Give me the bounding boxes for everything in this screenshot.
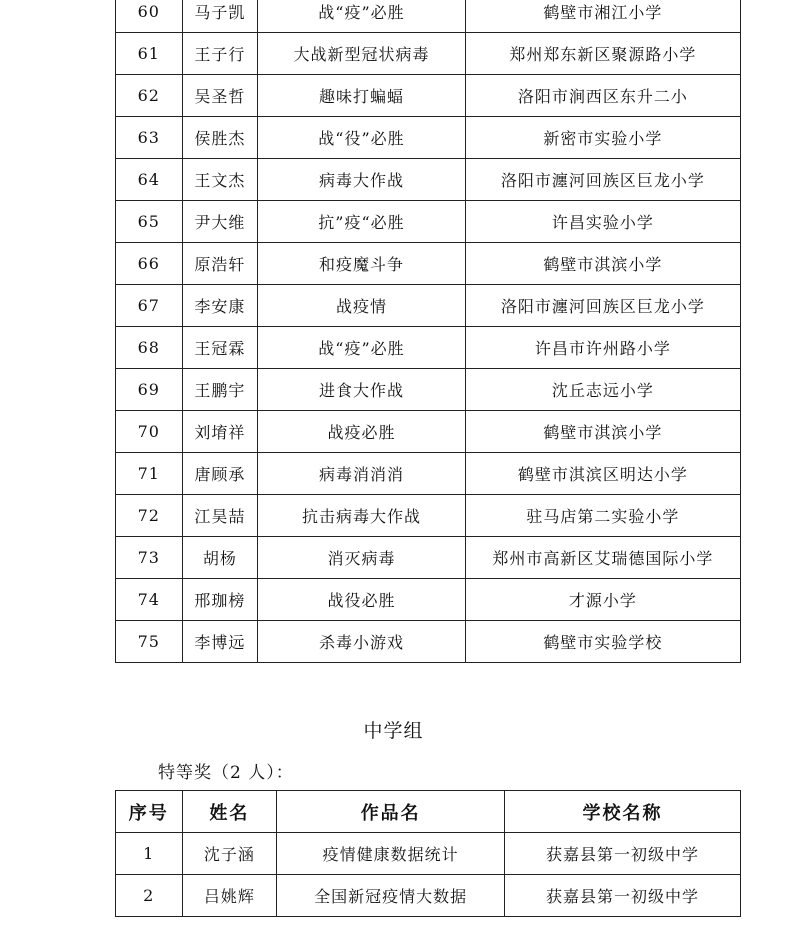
table-row — [116, 833, 741, 875]
award-category-label: 特等奖（2 人）： — [158, 763, 294, 783]
table-row — [116, 875, 741, 917]
school-name: 获嘉县第一初级中学 — [505, 875, 741, 917]
school-name: 沈丘志远小学 — [465, 369, 740, 411]
student-name: 邢珈榜 — [182, 579, 258, 621]
row-number: 62 — [116, 75, 183, 117]
row-number: 60 — [116, 0, 183, 33]
student-name: 沈子涵 — [182, 833, 277, 875]
school-name: 驻马店第二实验小学 — [465, 495, 740, 537]
school-name: 许昌实验小学 — [465, 201, 740, 243]
table-row — [116, 453, 741, 495]
school-name: 才源小学 — [465, 579, 740, 621]
student-name: 王鹏宇 — [182, 369, 258, 411]
student-name: 李博远 — [182, 621, 258, 663]
school-name: 鹤壁市淇滨小学 — [465, 411, 740, 453]
table-row — [116, 33, 741, 75]
row-number: 65 — [116, 201, 183, 243]
work-title: 全国新冠疫情大数据 — [277, 875, 505, 917]
school-name: 洛阳市涧西区东升二小 — [465, 75, 740, 117]
row-number: 67 — [116, 285, 183, 327]
row-number: 69 — [116, 369, 183, 411]
school-name: 新密市实验小学 — [465, 117, 740, 159]
table-row — [116, 327, 741, 369]
primary-school-table — [115, 0, 741, 663]
work-title: 抗击病毒大作战 — [258, 495, 466, 537]
student-name: 尹大维 — [182, 201, 258, 243]
row-number: 71 — [116, 453, 183, 495]
work-title: 消灭病毒 — [258, 537, 466, 579]
student-name: 吴圣哲 — [182, 75, 258, 117]
student-name: 马子凯 — [182, 0, 258, 33]
row-number: 66 — [116, 243, 183, 285]
table-row — [116, 537, 741, 579]
row-number: 68 — [116, 327, 183, 369]
student-name: 王文杰 — [182, 159, 258, 201]
work-title: 疫情健康数据统计 — [277, 833, 505, 875]
table-row — [116, 75, 741, 117]
student-name: 江昊喆 — [182, 495, 258, 537]
table-row — [116, 243, 741, 285]
work-title: 进食大作战 — [258, 369, 466, 411]
student-name: 刘堉祥 — [182, 411, 258, 453]
student-name: 胡杨 — [182, 537, 258, 579]
header-row — [116, 791, 741, 833]
row-number: 72 — [116, 495, 183, 537]
header-work: 作品名 — [277, 791, 505, 833]
header-school: 学校名称 — [505, 791, 741, 833]
table-row — [116, 621, 741, 663]
school-name: 郑州郑东新区聚源路小学 — [465, 33, 740, 75]
table-row — [116, 285, 741, 327]
row-number: 2 — [116, 875, 183, 917]
student-name: 侯胜杰 — [182, 117, 258, 159]
work-title: 战疫必胜 — [258, 411, 466, 453]
section-title: 中学组 — [363, 720, 424, 742]
row-number: 64 — [116, 159, 183, 201]
school-name: 郑州市高新区艾瑞德国际小学 — [465, 537, 740, 579]
work-title: 战“役”必胜 — [258, 117, 466, 159]
table-row — [116, 495, 741, 537]
row-number: 61 — [116, 33, 183, 75]
school-name: 鹤壁市淇滨区明达小学 — [465, 453, 740, 495]
table-row — [116, 0, 741, 33]
table-row — [116, 201, 741, 243]
school-name: 洛阳市瀍河回族区巨龙小学 — [465, 159, 740, 201]
work-title: 和疫魔斗争 — [258, 243, 466, 285]
table-row — [116, 579, 741, 621]
middle-school-table — [115, 790, 741, 917]
student-name: 吕姚辉 — [182, 875, 277, 917]
table-row — [116, 159, 741, 201]
school-name: 获嘉县第一初级中学 — [505, 833, 741, 875]
work-title: 大战新型冠状病毒 — [258, 33, 466, 75]
student-name: 原浩轩 — [182, 243, 258, 285]
work-title: 趣味打蝙蝠 — [258, 75, 466, 117]
row-number: 74 — [116, 579, 183, 621]
table-row — [116, 411, 741, 453]
school-name: 鹤壁市湘江小学 — [465, 0, 740, 33]
school-name: 洛阳市瀍河回族区巨龙小学 — [465, 285, 740, 327]
table-row — [116, 117, 741, 159]
work-title: 抗”疫“必胜 — [258, 201, 466, 243]
table-header — [116, 791, 741, 833]
primary-school-table-body — [116, 0, 741, 663]
student-name: 唐顾承 — [182, 453, 258, 495]
student-name: 王子行 — [182, 33, 258, 75]
student-name: 李安康 — [182, 285, 258, 327]
work-title: 战疫情 — [258, 285, 466, 327]
row-number: 73 — [116, 537, 183, 579]
school-name: 鹤壁市淇滨小学 — [465, 243, 740, 285]
school-name: 许昌市许州路小学 — [465, 327, 740, 369]
header-number: 序号 — [116, 791, 183, 833]
student-name: 王冠霖 — [182, 327, 258, 369]
table-row — [116, 369, 741, 411]
header-name: 姓名 — [182, 791, 277, 833]
row-number: 70 — [116, 411, 183, 453]
row-number: 1 — [116, 833, 183, 875]
school-name: 鹤壁市实验学校 — [465, 621, 740, 663]
work-title: 病毒消消消 — [258, 453, 466, 495]
row-number: 75 — [116, 621, 183, 663]
work-title: 病毒大作战 — [258, 159, 466, 201]
row-number: 63 — [116, 117, 183, 159]
work-title: 杀毒小游戏 — [258, 621, 466, 663]
middle-school-table-body — [116, 833, 741, 917]
work-title: 战役必胜 — [258, 579, 466, 621]
work-title: 战“疫”必胜 — [258, 327, 466, 369]
work-title: 战“疫”必胜 — [258, 0, 466, 33]
